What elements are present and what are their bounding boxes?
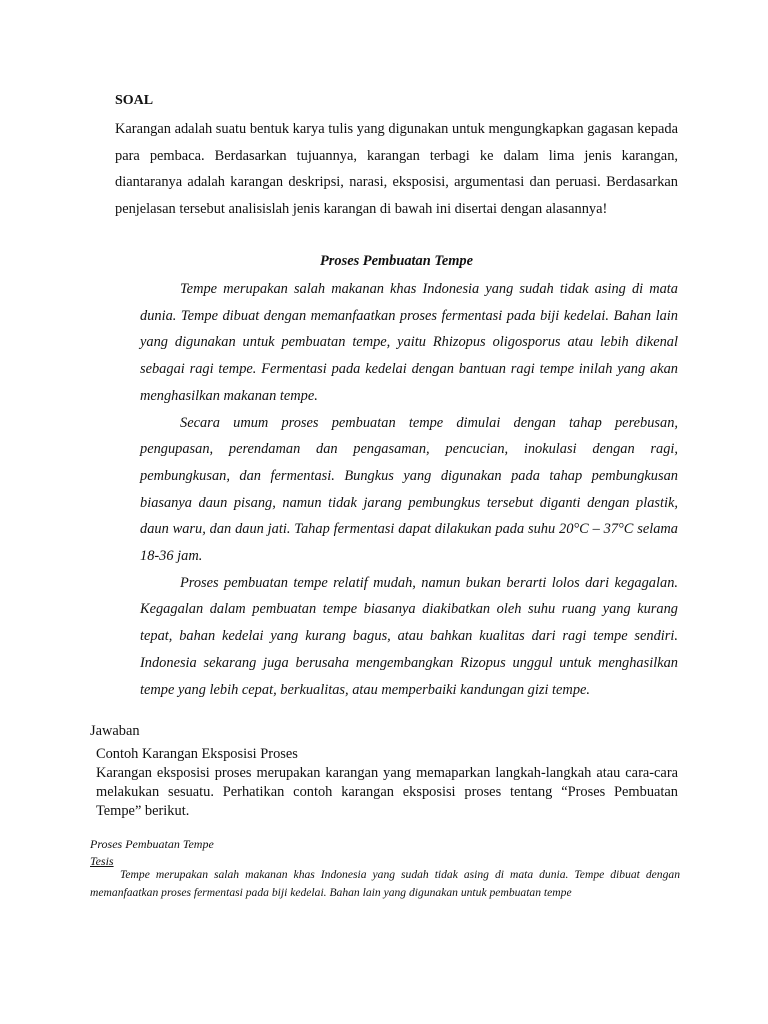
essay-paragraph-3: Proses pembuatan tempe relatif mudah, namun bukan berarti lolos dari kegagalan. Kegagalan dalam pembuatan tempe biasanya diakibatkan oleh suhu ruang yang kurang tepat, bahan kedelai yang kurang bagus, atau bahkan kualitas dari ragi tempe sendiri. Indonesia sekarang juga berusaha mengembangkan Rizopus unggul untuk menghasilkan tempe yang lebih cepat, berkualitas, atau memperbaiki kandungan gizi tempe. (140, 574, 678, 698)
example-title: Proses Pembuatan Tempe (90, 837, 214, 851)
answer-heading: Contoh Karangan Eksposisi Proses (96, 746, 298, 762)
essay-paragraph-2: Secara umum proses pembuatan tempe dimulai dengan tahap perebusan, pengupasan, perendaman dan pengasaman, pencucian, inokulasi dengan ragi, pembungkusan, dan fermentasi. Bungkus yang digunakan pada tahap pembungkusan biasanya daun pisang, namun tidak jarang pembungkus tersebut diganti dengan plastik, daun waru, dan daun jati. Tahap fermentasi dapat dilakukan pada suhu 20°C – 37°C selama 18-36 jam. (140, 414, 678, 565)
example-body: Tempe merupakan salah makanan khas Indonesia yang sudah tidak asing di mata dunia. Tempe dibuat dengan memanfaatkan proses fermentasi pada biji kedelai. Bahan lain yang digunakan untuk pembuatan tempe (90, 868, 680, 899)
jawaban-label: Jawaban (90, 723, 140, 739)
soal-instructions: Karangan adalah suatu bentuk karya tulis yang digunakan untuk mengungkapkan gagasan kepada para pembaca. Berdasarkan tujuannya, karangan terbagi ke dalam lima jenis karangan, diantaranya adalah karangan deskripsi, narasi, eksposisi, argumentasi dan peruasi. Berdasarkan penjelasan tersebut analisislah jenis karangan di bawah ini disertai dengan alasannya! (115, 121, 678, 218)
essay-title: Proses Pembuatan Tempe (320, 253, 473, 269)
tesis-label: Tesis (90, 854, 114, 868)
essay-body (140, 276, 678, 703)
essay-paragraph-1: Tempe merupakan salah makanan khas Indonesia yang sudah tidak asing di mata dunia. Tempe dibuat dengan memanfaatkan proses fermentasi pada biji kedelai. Bahan lain yang digunakan untuk pembuatan tempe, yaitu Rhizopus oligosporus atau lebih dikenal sebagai ragi tempe. Fermentasi pada kedelai dengan bantuan ragi tempe inilah yang akan menghasilkan makanan tempe. (140, 281, 678, 404)
answer-body: Karangan eksposisi proses merupakan karangan yang memaparkan langkah-langkah atau cara-cara melakukan sesuatu. Perhatikan contoh karangan eksposisi proses tentang “Proses Pembuatan Tempe” berikut. (96, 765, 678, 819)
answer-section (96, 745, 678, 821)
soal-heading: SOAL (115, 93, 154, 108)
